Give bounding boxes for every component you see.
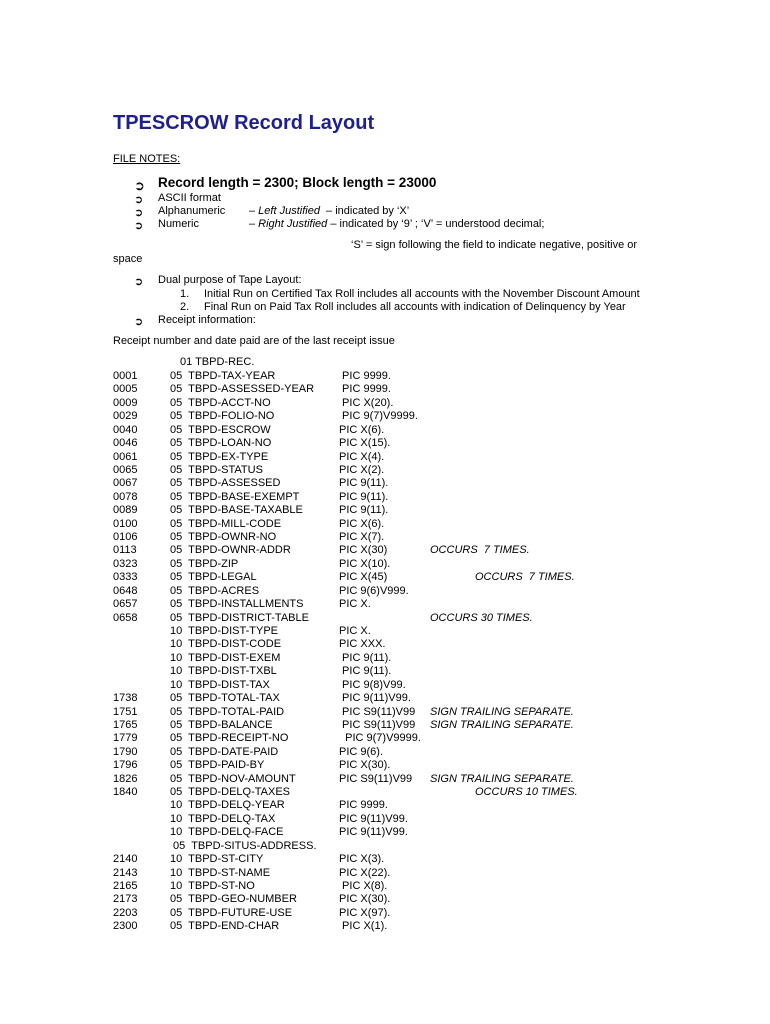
record-offset: 0067	[113, 477, 138, 490]
record-field: 05 TBPD-LEGAL	[170, 571, 257, 584]
record-field: 05 TBPD-ACCT-NO	[170, 396, 271, 409]
record-field: 05 TBPD-INSTALLMENTS	[170, 598, 304, 611]
right-justified-text: – Right Justified	[249, 218, 328, 230]
record-pic: PIC X(2).	[339, 463, 385, 476]
record-offset: 0001	[113, 370, 138, 382]
record-offset: 2140	[113, 853, 138, 866]
record-offset: 0009	[113, 396, 138, 409]
record-field: 05 TBPD-EX-TYPE	[170, 450, 269, 463]
circle-arrow-icon: ➲	[134, 194, 144, 206]
ascii-note: ASCII format	[158, 192, 221, 204]
left-justified-text: – Left Justified	[249, 205, 320, 217]
record-pic: PIC X(30).	[339, 893, 391, 906]
record-field: 05 TBPD-TOTAL-TAX	[170, 692, 280, 705]
record-pic: PIC X(4).	[339, 450, 385, 463]
alphanumeric-label: Alphanumeric	[158, 205, 226, 217]
record-pic: PIC S9(11)V99	[339, 705, 416, 718]
record-offset: 1826	[113, 772, 138, 785]
record-field: 05 TBPD-BASE-EXEMPT	[170, 490, 300, 503]
record-offset: 1796	[113, 759, 138, 772]
record-pic: PIC X(8).	[339, 879, 388, 892]
record-field: 10 TBPD-DELQ-TAX	[170, 812, 276, 825]
record-offset: 0657	[113, 598, 138, 611]
record-offset: 0065	[113, 463, 138, 476]
record-pic: PIC 9(7)V9999.	[339, 732, 421, 745]
record-field: 10 TBPD-DELQ-YEAR	[170, 799, 285, 812]
record-pic: PIC 9(11).	[339, 665, 392, 678]
record-field: 05 TBPD-ESCROW	[170, 423, 271, 436]
record-field: 05 TBPD-ACRES	[170, 584, 260, 597]
record-field: 05 TBPD-TOTAL-PAID	[170, 705, 285, 718]
record-pic: PIC 9(7)V9999.	[339, 410, 418, 423]
record-field: 10 TBPD-DIST-TAX	[170, 678, 270, 691]
record-offset: 0106	[113, 531, 138, 544]
circle-arrow-icon: ➲	[134, 178, 145, 193]
record-field: 05 TBPD-GEO-NUMBER	[170, 893, 297, 906]
record-field: 05 TBPD-STATUS	[170, 463, 263, 476]
record-offset: 0089	[113, 504, 138, 517]
record-offset: 1751	[113, 705, 138, 718]
record-offset: 0029	[113, 410, 138, 423]
record-field: 05 TBPD-END-CHAR	[170, 920, 280, 933]
record-pic: PIC 9(11)V99.	[339, 812, 408, 825]
record-field: 10 TBPD-DIST-EXEM	[170, 651, 281, 664]
record-pic: PIC 9(11).	[339, 651, 392, 664]
record-offset: 0648	[113, 584, 138, 597]
record-field: 05 TBPD-DISTRICT-TABLE	[170, 611, 309, 624]
run-number: 1.	[180, 288, 190, 300]
record-pic: PIC 9(11).	[339, 477, 389, 490]
receipt-info-note: Receipt information:	[158, 314, 256, 326]
record-field: 05 TBPD-FOLIO-NO	[170, 410, 275, 423]
record-offset: 2203	[113, 906, 138, 919]
record-offset: 0100	[113, 517, 138, 530]
circle-arrow-icon: ➲	[134, 207, 144, 219]
record-note: SIGN TRAILING SEPARATE.	[430, 772, 574, 785]
record-field: 05 TBPD-SITUS-ADDRESS.	[170, 839, 317, 852]
record-pic: PIC 9(6)V999.	[339, 584, 409, 597]
record-field: 05 TBPD-FUTURE-USE	[170, 906, 293, 919]
record-field: 05 TBPD-DATE-PAID	[170, 745, 279, 758]
record-pic: PIC 9(11)V99.	[339, 826, 408, 839]
record-pic: PIC XXX.	[339, 638, 386, 651]
record-field: 05 TBPD-ZIP	[170, 557, 239, 570]
record-pic: PIC X(7).	[339, 531, 385, 544]
record-field: 05 TBPD-MILL-CODE	[170, 517, 282, 530]
record-pic: PIC X(15).	[339, 437, 391, 450]
record-field: 05 TBPD-OWNR-ADDR	[170, 544, 291, 557]
record-field: 05 TBPD-OWNR-NO	[170, 531, 277, 544]
sign-note: ‘S’ = sign following the field to indicate negative, positive or	[351, 239, 638, 251]
record-offset: 0333	[113, 571, 138, 584]
initial-run-note: Initial Run on Certified Tax Roll includes all accounts with the November Discount Amount	[204, 288, 640, 300]
record-pic: PIC 9(6).	[339, 745, 384, 758]
record-field: 10 TBPD-ST-NO	[170, 879, 255, 892]
record-note: OCCURS 7 TIMES.	[475, 571, 575, 584]
record-offset: 2165	[113, 879, 138, 892]
record-field: 05 TBPD-RECEIPT-NO	[170, 732, 289, 745]
record-field: 10 TBPD-DIST-CODE	[170, 638, 282, 651]
circle-arrow-icon: ➲	[134, 276, 144, 288]
record-pic: PIC X(6).	[339, 423, 385, 436]
circle-arrow-icon: ➲	[134, 220, 144, 232]
record-offset: 0040	[113, 423, 138, 436]
record-field: 10 TBPD-DIST-TYPE	[170, 624, 278, 637]
record-offset: 1790	[113, 745, 138, 758]
record-field: 10 TBPD-ST-CITY	[170, 853, 264, 866]
record-field: 10 TBPD-DIST-TXBL	[170, 665, 277, 678]
record-field: 05 TBPD-BALANCE	[170, 718, 273, 731]
record-pic: PIC X(3).	[339, 853, 385, 866]
record-pic: PIC X(30).	[339, 759, 391, 772]
record-offset: 0046	[113, 437, 138, 450]
record-field: 05 TBPD-LOAN-NO	[170, 437, 272, 450]
record-pic: PIC 9(11)V99.	[339, 692, 411, 705]
record-pic: PIC S9(11)V99	[339, 772, 413, 785]
record-pic: PIC 9999.	[339, 370, 391, 382]
receipt-number-note: Receipt number and date paid are of the last receipt issue	[113, 335, 395, 347]
record-note: OCCURS 30 TIMES.	[430, 611, 533, 624]
record-note: OCCURS 7 TIMES.	[430, 544, 530, 557]
circle-arrow-icon: ➲	[134, 316, 144, 328]
dual-purpose-note: Dual purpose of Tape Layout:	[158, 274, 302, 286]
numeric-label: Numeric	[158, 218, 199, 230]
record-note: SIGN TRAILING SEPARATE.	[430, 718, 574, 731]
record-offset: 0658	[113, 611, 138, 624]
record-field: 05 TBPD-NOV-AMOUNT	[170, 772, 296, 785]
record-offset: 0323	[113, 557, 138, 570]
numeric-desc	[249, 218, 544, 230]
run-number: 2.	[180, 301, 190, 313]
numeric-indicator: – indicated by ‘9’ ; ‘V’ = understood decimal;	[327, 218, 545, 230]
record-pic: PIC X.	[339, 624, 371, 637]
record-pic: PIC X(6).	[339, 517, 385, 530]
alphanumeric-desc	[249, 205, 409, 217]
record-offset: 0005	[113, 383, 138, 396]
record-field: 05 TBPD-DELQ-TAXES	[170, 786, 291, 799]
record-field: 05 TBPD-PAID-BY	[170, 759, 265, 772]
record-pic: PIC X(10).	[339, 557, 391, 570]
record-field: 10 TBPD-ST-NAME	[170, 866, 271, 879]
record-pic: PIC 9999.	[339, 799, 388, 812]
record-field: 05 TBPD-BASE-TAXABLE	[170, 504, 303, 517]
record-offset: 1738	[113, 692, 138, 705]
record-pic: PIC S9(11)V99	[339, 718, 416, 731]
record-offset: 2143	[113, 866, 138, 879]
record-pic: PIC X(22).	[339, 866, 391, 879]
record-field: 05 TBPD-ASSESSED	[170, 477, 281, 490]
alphanumeric-indicator: – indicated by ‘X’	[319, 205, 410, 217]
record-pic: PIC X(45)	[339, 571, 388, 584]
space-note: space	[113, 253, 143, 265]
record-field: 05 TBPD-TAX-YEAR	[170, 370, 276, 382]
record-offset: 1765	[113, 718, 138, 731]
page-title: TPESCROW Record Layout	[113, 112, 375, 134]
final-run-note: Final Run on Paid Tax Roll includes all accounts with indication of Delinquency by Year	[204, 301, 626, 313]
record-offset: 0061	[113, 450, 138, 463]
record-length-note: Record length = 2300; Block length = 23000	[158, 175, 437, 190]
record-pic: PIC X(97).	[339, 906, 391, 919]
file-notes-heading: FILE NOTES:	[113, 153, 181, 165]
record-offset: 0113	[113, 544, 137, 557]
record-pic: PIC 9(11).	[339, 504, 389, 517]
record-offset: 1840	[113, 786, 138, 799]
record-pic: PIC X(20).	[339, 396, 394, 409]
record-offset: 2173	[113, 893, 138, 906]
record-offset: 0078	[113, 490, 138, 503]
record-field: 05 TBPD-ASSESSED-YEAR	[170, 383, 315, 396]
record-field: 10 TBPD-DELQ-FACE	[170, 826, 284, 839]
record-note: OCCURS 10 TIMES.	[475, 786, 578, 799]
record-header: 01 TBPD-REC.	[180, 356, 255, 368]
record-pic: PIC X(30)	[339, 544, 388, 557]
record-note: SIGN TRAILING SEPARATE.	[430, 705, 574, 718]
record-pic: PIC 9(8)V99.	[339, 678, 406, 691]
record-pic: PIC 9999.	[339, 383, 391, 396]
record-pic: PIC X(1).	[339, 920, 388, 933]
record-pic: PIC X.	[339, 598, 371, 611]
record-offset: 2300	[113, 920, 138, 933]
record-pic: PIC 9(11).	[339, 490, 389, 503]
record-offset: 1779	[113, 732, 138, 745]
